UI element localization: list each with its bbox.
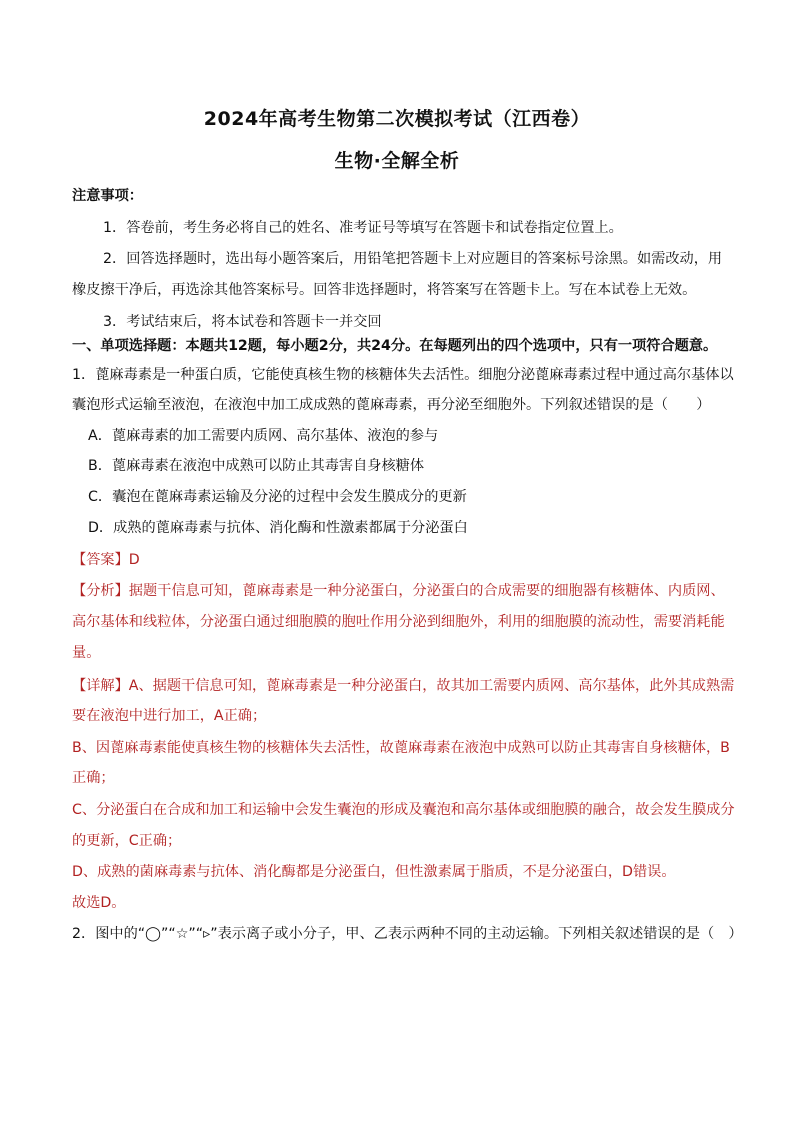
q1-stem-line-1: 1．蓖麻毒素是一种蛋白质，它能使真核生物的核糖体失去活性。细胞分泌蓖麻毒素过程中通过高尔基体以 [72,367,734,383]
q1-option-d: D．成熟的蓖麻毒素与抗体、消化酶和性激素都属于分泌蛋白 [88,520,468,536]
q1-detail-line-5: C、分泌蛋白在合成和加工和运输中会发生囊泡的形成及囊泡和高尔基体或细胞膜的融合，故会发生膜成分 [72,802,735,818]
q1-detail-line-7: D、成熟的菌麻毒素与抗体、消化酶都是分泌蛋白，但性激素属于脂质，不是分泌蛋白，D错误。 [72,864,676,880]
q1-detail-line-3: B、因蓖麻毒素能使真核生物的核糖体失去活性，故蓖麻毒素在液泡中成熟可以防止其毒害自身核糖体，B [72,740,730,756]
q1-stem-line-2: 囊泡形式运输至液泡，在液泡中加工成成熟的蓖麻毒素，再分泌至细胞外。下列叙述错误的是（ ） [72,397,711,413]
notice-heading: 注意事项： [72,188,143,204]
detail-tag: 【详解】 [72,678,129,694]
q1-analysis-line-3: 量。 [72,645,101,661]
q1-answer [72,550,722,570]
q1-analysis-line-1 [72,581,725,601]
q2-stem: 2．图中的“◯”“☆”“▹”表示离子或小分子，甲、乙表示两种不同的主动运输。下列相关叙述错误的是（ ） [72,926,743,942]
notice-item-2b: 橡皮擦干净后，再选涂其他答案标号。回答非选择题时，将答案写在答题卡上。写在本试卷上无效。 [72,282,697,298]
q1-option-c: C．囊泡在蓖麻毒素运输及分泌的过程中会发生膜成分的更新 [88,489,467,505]
q1-option-a: A．蓖麻毒素的加工需要内质网、高尔基体、液泡的参与 [88,428,439,444]
q1-detail-line-6: 的更新，C正确； [72,833,182,849]
notice-item-2a: 2．回答选择题时，选出每小题答案后，用铅笔把答题卡上对应题目的答案标号涂黑。如需改动，用 [103,251,723,267]
section-heading: 一、单项选择题：本题共12题，每小题2分，共24分。在每题列出的四个选项中，只有一项符合题意。 [72,338,718,354]
q1-detail-line-4: 正确； [72,770,115,786]
q1-conclusion: 故选D。 [72,895,126,911]
q1-detail-line-2: 要在液泡中进行加工，A正确； [72,708,267,724]
answer-tag: 【答案】 [72,552,129,568]
answer-value: D [128,552,140,568]
notice-item-1: 1．答卷前，考生务必将自己的姓名、准考证号等填写在答题卡和试卷指定位置上。 [103,220,623,236]
analysis-text-1: 据题干信息可知，蓖麻毒素是一种分泌蛋白，分泌蛋白的合成需要的细胞器有核糖体、内质网、 [128,583,725,599]
q1-detail-line-1 [72,676,735,696]
analysis-tag: 【分析】 [72,583,129,599]
q1-analysis-line-2: 高尔基体和线粒体，分泌蛋白通过细胞膜的胞吐作用分泌到细胞外，利用的细胞膜的流动性，需要消耗能 [72,614,725,630]
notice-item-3: 3．考试结束后，将本试卷和答题卡一并交回 [103,314,382,330]
q1-option-b: B．蓖麻毒素在液泡中成熟可以防止其毒害自身核糖体 [88,458,425,474]
detail-text-a1: A、据题干信息可知，蓖麻毒素是一种分泌蛋白，故其加工需要内质网、高尔基体，此外其成熟需 [128,678,735,694]
page-subtitle: 生物·全解全析 [334,150,460,172]
page-title: 2024年高考生物第二次模拟考试（江西卷） [203,108,591,130]
